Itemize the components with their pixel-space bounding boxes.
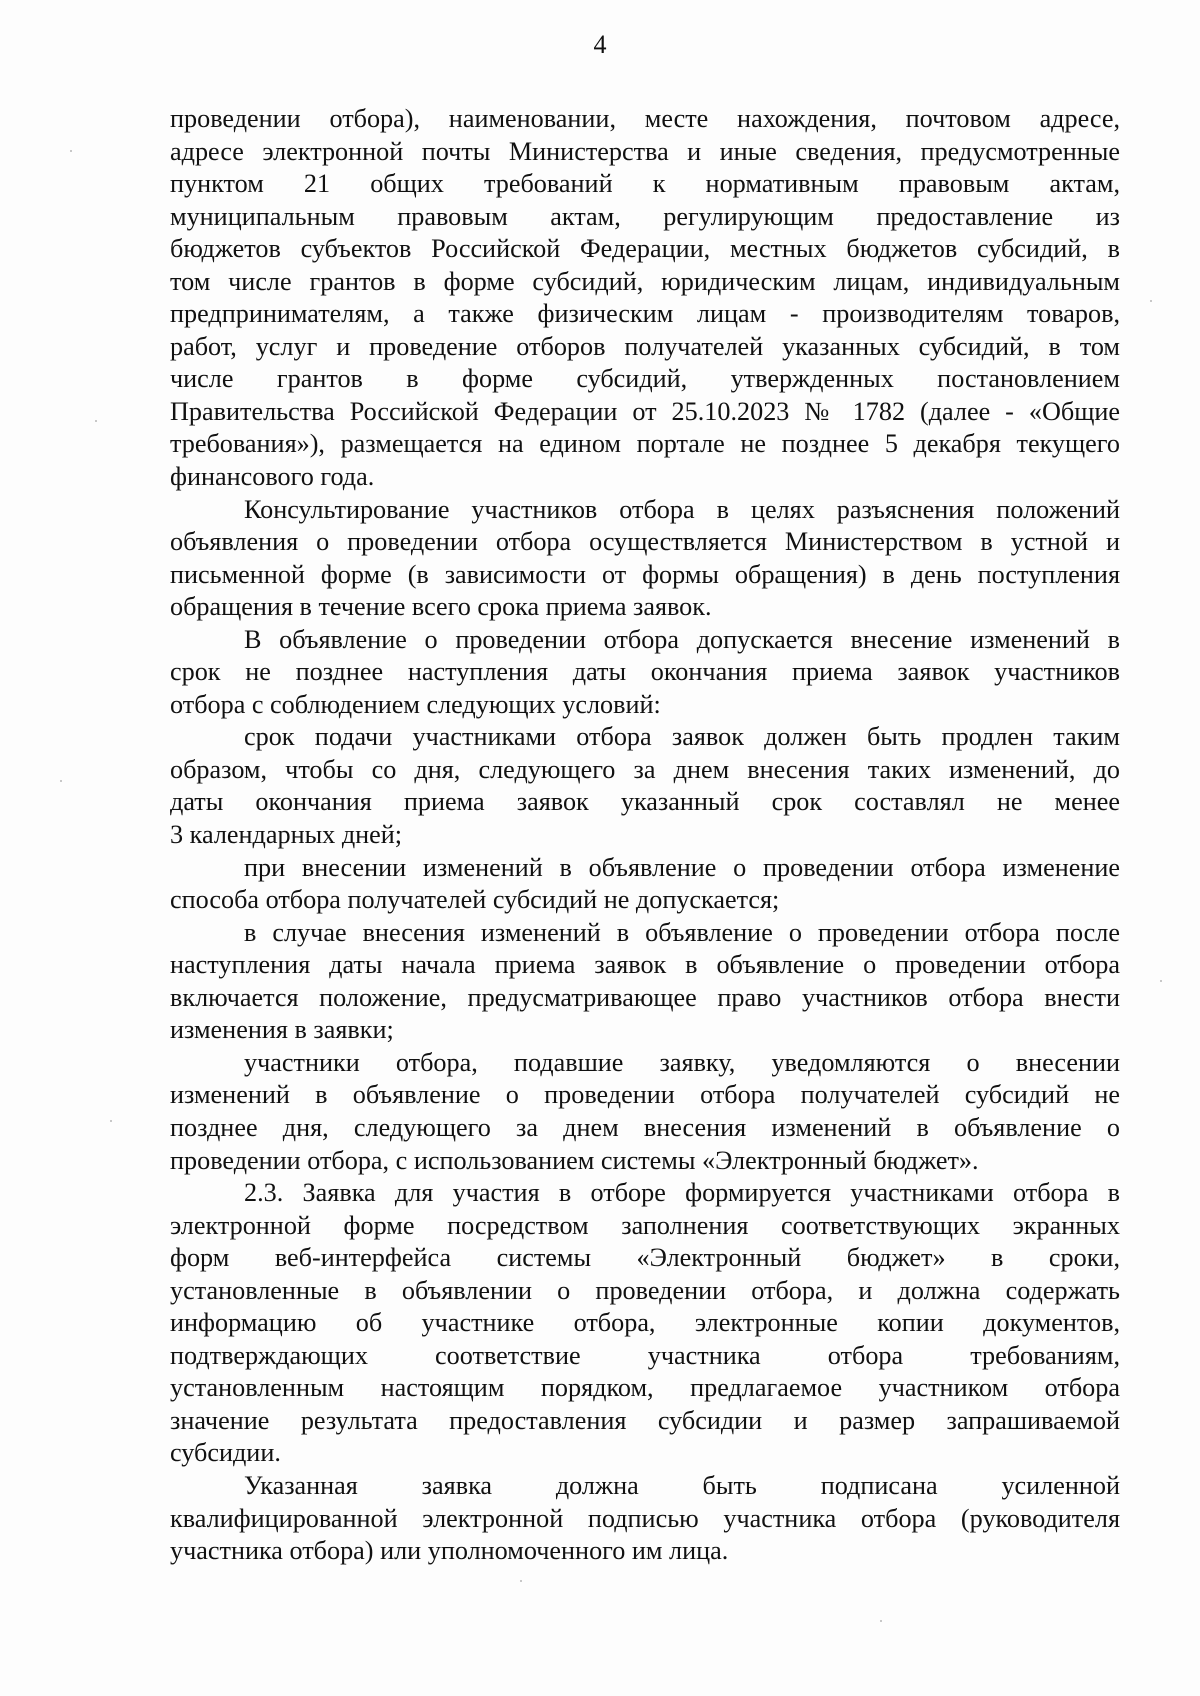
text-line: числе грантов в форме субсидий, утвержденных постановлением [170, 364, 1120, 394]
paragraph [170, 917, 1120, 1047]
text-line: обращения в течение всего срока приема заявок. [170, 592, 712, 622]
text-line: Правительства Российской Федерации от 25.10.2023 № 1782 (далее - «Общие [170, 396, 1120, 426]
text-line: В объявление о проведении отбора допускается внесение изменений в [244, 624, 1120, 654]
text-line: позднее дня, следующего за днем внесения изменений в объявление о [170, 1112, 1120, 1142]
text-line: способа отбора получателей субсидий не допускается; [170, 885, 780, 915]
paragraph [170, 721, 1120, 851]
scan-speck [1160, 980, 1162, 982]
text-line: электронной форме посредством заполнения соответствующих экранных [170, 1210, 1120, 1240]
text-line: 2.3. Заявка для участия в отборе формируется участниками отбора в [244, 1178, 1120, 1208]
text-line: объявления о проведении отбора осуществляется Министерством в устной и [170, 527, 1120, 557]
text-line: наступления даты начала приема заявок в объявление о проведении отбора [170, 950, 1120, 980]
text-line: при внесении изменений в объявление о проведении отбора изменение [244, 852, 1120, 882]
paragraph [170, 852, 1120, 917]
text-line: подтверждающих соответствие участника отбора требованиям, [170, 1340, 1120, 1370]
paragraph [170, 103, 1120, 494]
text-line: Указанная заявка должна быть подписана усиленной [244, 1470, 1120, 1500]
scan-speck [60, 780, 62, 782]
text-line: квалифицированной электронной подписью участника отбора (руководителя [170, 1503, 1120, 1533]
text-line: участники отбора, подавшие заявку, уведомляются о внесении [244, 1047, 1120, 1077]
body-text [170, 103, 1120, 1568]
paragraph [170, 1047, 1120, 1177]
text-line: проведении отбора), наименовании, месте нахождения, почтовом адресе, [170, 104, 1120, 133]
text-line: образом, чтобы со дня, следующего за днем внесения таких изменений, до [170, 754, 1120, 784]
page-number: 4 [593, 30, 607, 59]
text-line: предпринимателям, а также физическим лицам - производителям товаров, [170, 299, 1120, 329]
scan-speck [70, 150, 72, 152]
text-line: письменной форме (в зависимости от формы обращения) в день поступления [170, 559, 1120, 589]
text-line: проведении отбора, с использованием системы «Электронный бюджет». [170, 1145, 979, 1175]
paragraph-list [170, 103, 1120, 1568]
text-line: срок подачи участниками отбора заявок должен быть продлен таким [244, 722, 1120, 752]
text-line: пунктом 21 общих требований к нормативным правовым актам, [170, 169, 1120, 199]
text-line: Консультирование участников отбора в целях разъяснения положений [244, 494, 1120, 524]
text-line: 3 календарных дней; [170, 820, 403, 850]
text-line: требования»), размещается на едином портале не позднее 5 декабря текущего [170, 429, 1120, 459]
text-line: срок не позднее наступления даты окончания приема заявок участников [170, 657, 1120, 687]
text-line: бюджетов субъектов Российской Федерации, местных бюджетов субсидий, в [170, 234, 1120, 264]
text-line: значение результата предоставления субсидии и размер запрашиваемой [170, 1405, 1120, 1435]
text-line: работ, услуг и проведение отборов получателей указанных субсидий, в том [170, 331, 1120, 361]
scan-speck [1150, 300, 1152, 302]
scan-speck [95, 420, 97, 422]
text-line: даты окончания приема заявок указанный срок составлял не менее [170, 787, 1120, 817]
text-line: форм веб-интерфейса системы «Электронный бюджет» в сроки, [170, 1243, 1120, 1273]
text-line: муниципальным правовым актам, регулирующим предоставление из [170, 201, 1120, 231]
text-line: включается положение, предусматривающее право участников отбора внести [170, 982, 1120, 1012]
text-line: установленные в объявлении о проведении отбора, и должна содержать [170, 1275, 1120, 1305]
scan-speck [880, 1620, 882, 1622]
scan-speck [520, 1580, 522, 1582]
text-line: субсидии. [170, 1438, 281, 1468]
text-line: участника отбора) или уполномоченного им лица. [170, 1536, 729, 1566]
text-line: том числе грантов в форме субсидий, юридическим лицам, индивидуальным [170, 266, 1120, 296]
paragraph [170, 494, 1120, 624]
scan-speck [110, 1120, 112, 1122]
text-line: финансового года. [170, 462, 375, 492]
text-line: установленным настоящим порядком, предлагаемое участником отбора [170, 1373, 1120, 1403]
text-line: изменений в объявление о проведении отбора получателей субсидий не [170, 1080, 1120, 1110]
text-line: в случае внесения изменений в объявление о проведении отбора после [244, 917, 1120, 947]
paragraph [170, 624, 1120, 722]
text-line: адресе электронной почты Министерства и иные сведения, предусмотренные [170, 136, 1120, 166]
text-line: информацию об участнике отбора, электронные копии документов, [170, 1308, 1120, 1338]
paragraph [170, 1470, 1120, 1568]
text-line: отбора с соблюдением следующих условий: [170, 689, 661, 719]
paragraph [170, 1177, 1120, 1470]
text-line: изменения в заявки; [170, 1015, 394, 1045]
